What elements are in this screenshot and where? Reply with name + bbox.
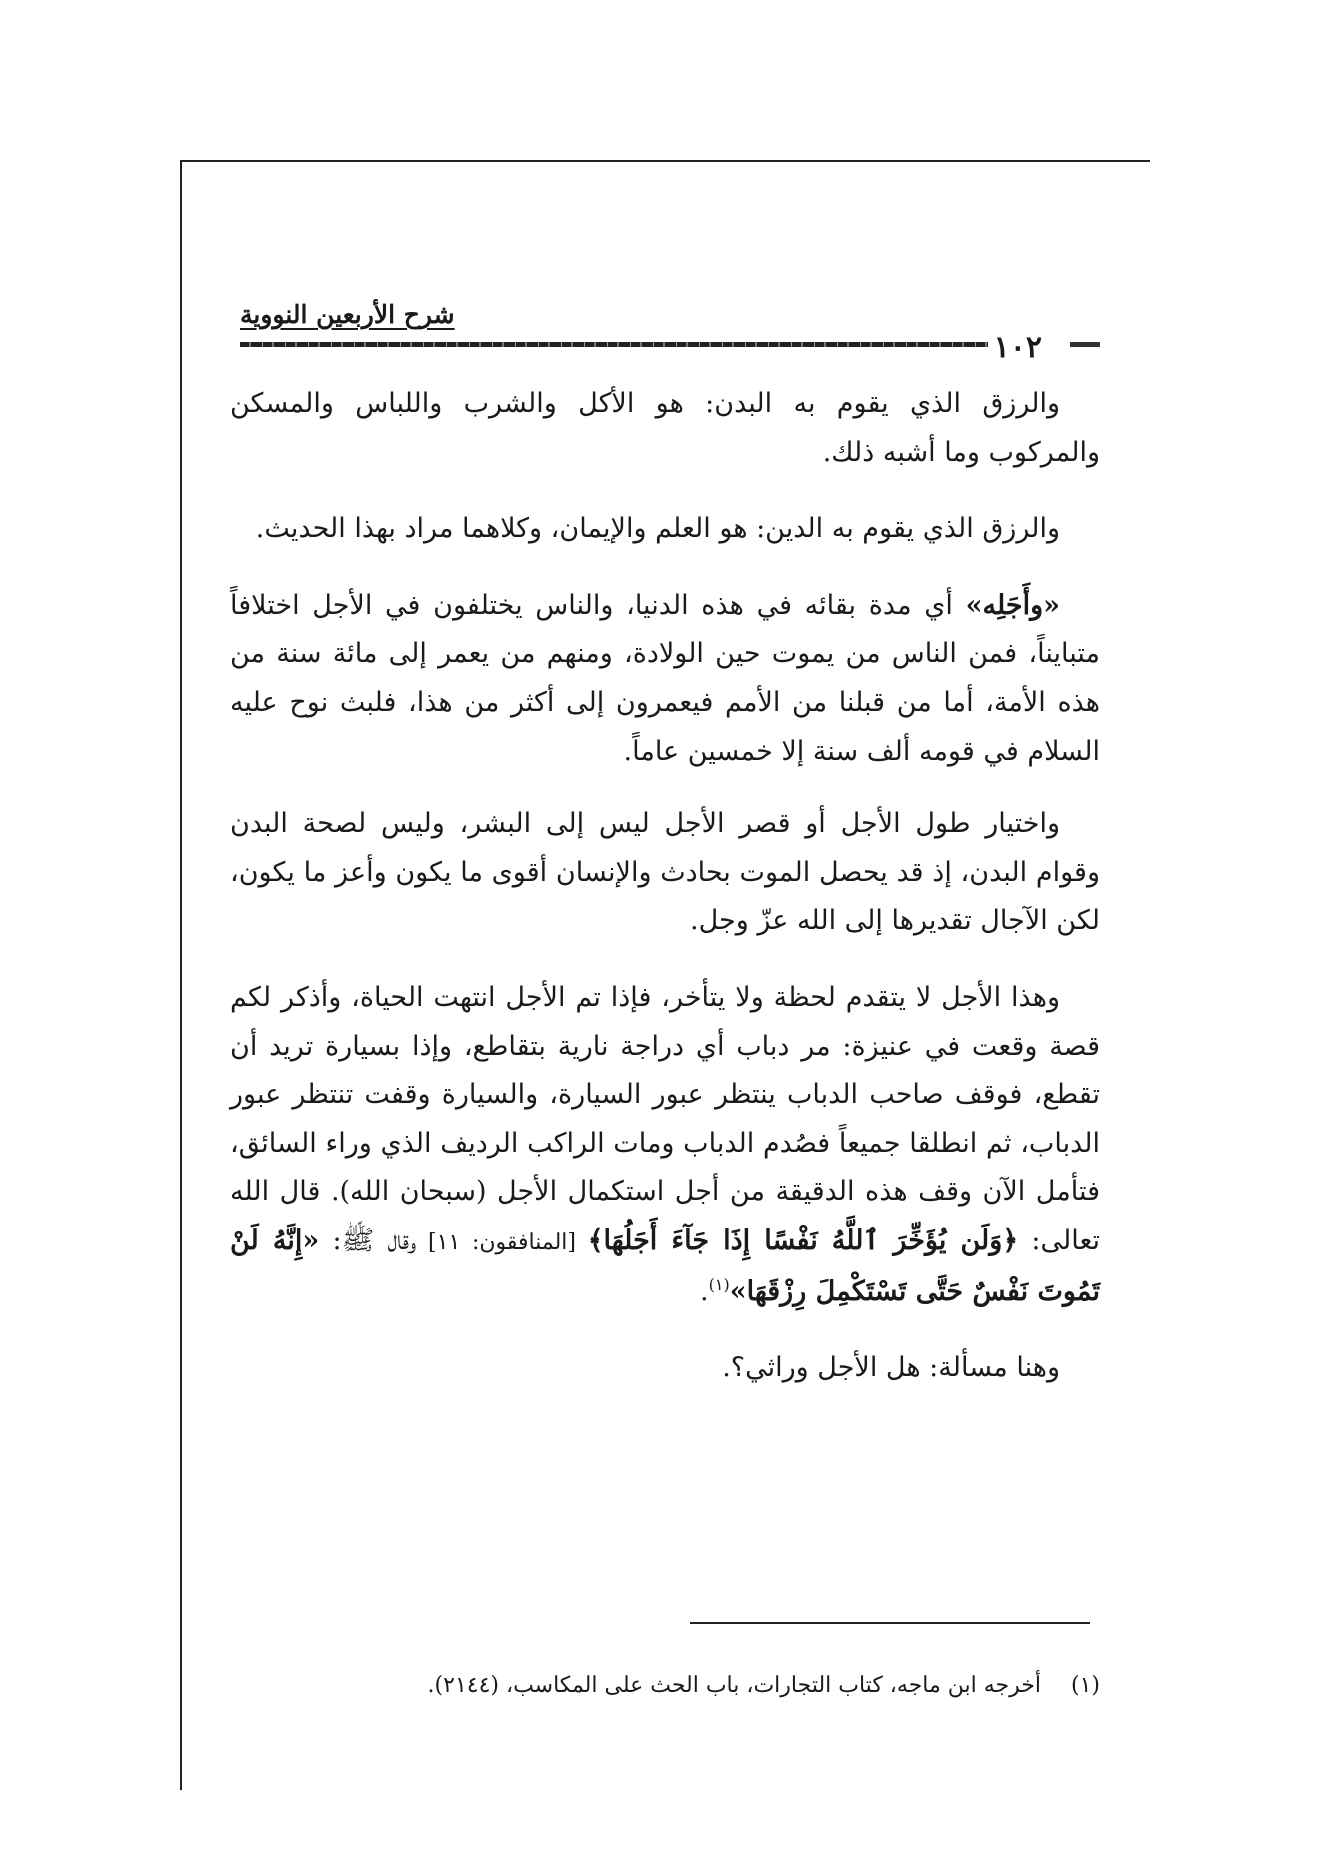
paragraph-5-mid: وقال ﷺ: [319,1224,417,1256]
page-body [230,380,1100,1421]
paragraph-5-end: . [700,1275,709,1307]
page-frame-top [180,160,1150,162]
paragraph-5 [230,974,1100,1316]
paragraph-1: والرزق الذي يقوم به البدن: هو الأكل والشرب واللباس والمسكن والمركوب وما أشبه ذلك. [230,388,1100,468]
footnote-number: (١) [1070,1673,1100,1698]
paragraph-5-text: وهذا الأجل لا يتقدم لحظة ولا يتأخر، فإذا تم الأجل انتهت الحياة، وأذكر لكم قصة وقعت في عنيزة: مر دباب أي دراجة نارية بتقاطع، وإذا بسيارة تريد أن تقطع، فوقف صاحب الدباب ينتظر عبور السيارة، والسيارة وقفت تنتظر عبور الدباب، ثم انطلقا جميعاً فصُدم الدباب ومات الراكب الرديف الذي وراء السائق، فتأمل الآن وقف هذه الدقيقة من أجل استكمال الأجل (سبحان الله). قال الله تعالى: [230,981,1101,1256]
header-rule [240,342,1000,347]
paragraph-3-text: أي مدة بقائه في هذه الدنيا، والناس يختلفون في الأجل اختلافاً متبايناً، فمن الناس من يموت حين الولادة، ومنهم من يعمر إلى مائة سنة من هذه الأمة، أما من قبلنا من الأمم فيعمرون إلى أكثر من هذا، فلبث نوح عليه السلام في قومه ألف سنة إلا خمسين عاماً. [230,589,1100,767]
quran-verse: ﴿وَلَن يُؤَخِّرَ ٱللَّهُ نَفْسًا إِذَا جَآءَ أَجَلُهَا﴾ [587,1224,1019,1256]
page-number: ١٠٢ [988,330,1048,365]
paragraph-2: والرزق الذي يقوم به الدين: هو العلم والإيمان، وكلاهما مراد بهذا الحديث. [255,513,1060,545]
page-frame-left [180,160,182,1790]
paragraph-3 [230,582,1100,776]
footnote [230,1668,1100,1704]
footnote-text: أخرجه ابن ماجه، كتاب التجارات، باب الحث على المكاسب، (٢١٤٤). [427,1673,1041,1698]
footnote-reference: (١) [708,1274,730,1294]
paragraph-4: واختيار طول الأجل أو قصر الأجل ليس إلى البشر، وليس لصحة البدن وقوام البدن، إذ قد يحصل الموت بحادث والإنسان أقوى ما يكون وأعز ما يكون، لكن الآجال تقديرها إلى الله عزّ وجل. [230,808,1100,937]
running-header [240,300,1100,365]
hadith-quote: «إِنَّهُ لَنْ تَمُوتَ نَفْسٌ حَتَّى تَسْتَكْمِلَ رِزْقَهَا» [230,1224,1100,1307]
book-title: شرح الأربعين النووية [240,300,455,329]
defined-term: «وأَجَلِه» [965,589,1060,621]
paragraph-6: وهنا مسألة: هل الأجل وراثي؟. [722,1352,1060,1384]
verse-reference: [المنافقون: ١١] [416,1229,588,1255]
header-rule-end [1070,342,1100,347]
footnote-divider [690,1622,1090,1624]
